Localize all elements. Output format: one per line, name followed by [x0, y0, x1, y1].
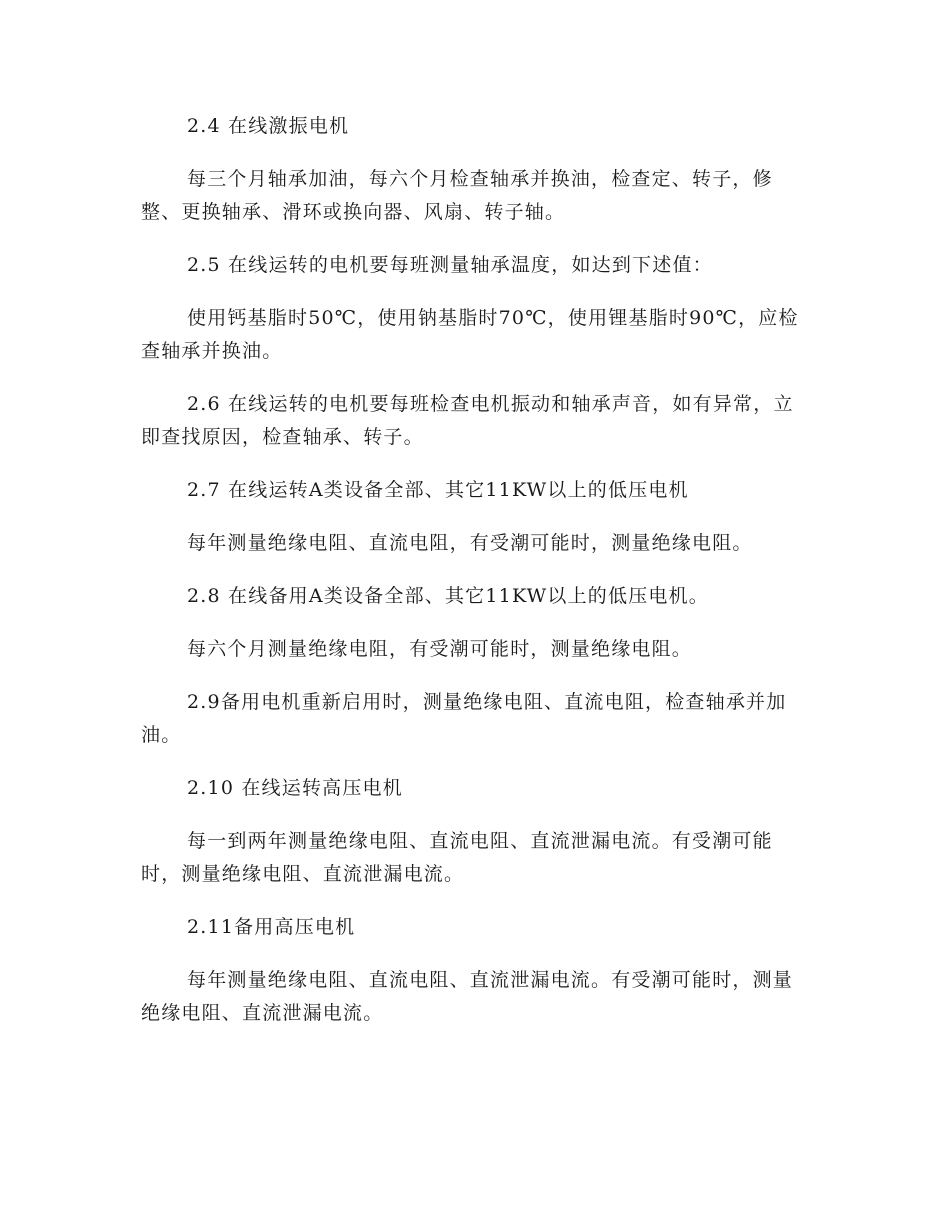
document-body [141, 110, 809, 1030]
paragraph-2-10-body: 每一到两年测量绝缘电阻、直流电阻、直流泄漏电流。有受潮可能时，测量绝缘电阻、直流泄漏电流。 [141, 830, 773, 885]
section-heading-2-7: 2.7 在线运转A类设备全部、其它11KW以上的低压电机 [187, 479, 689, 501]
paragraph-2-11-body: 每年测量绝缘电阻、直流电阻、直流泄漏电流。有受潮可能时，测量绝缘电阻、直流泄漏电流。 [141, 969, 794, 1024]
section-heading-2-6: 2.6 在线运转的电机要每班检查电机振动和轴承声音，如有异常，立即查找原因，检查轴承、转子。 [141, 393, 794, 448]
section-heading-2-8: 2.8 在线备用A类设备全部、其它11KW以上的低压电机。 [187, 585, 710, 607]
section-heading-2-11: 2.11备用高压电机 [187, 916, 356, 938]
section-heading-2-5: 2.5 在线运转的电机要每班测量轴承温度，如达到下述值： [187, 254, 713, 276]
section-heading-2-4: 2.4 在线激振电机 [187, 115, 350, 137]
section-heading-2-10: 2.10 在线运转高压电机 [187, 777, 403, 799]
paragraph-2-4-body: 每三个月轴承加油，每六个月检查轴承并换油，检查定、转子，修整、更换轴承、滑环或换向器、风扇、转子轴。 [141, 168, 773, 223]
paragraph-2-7-body: 每年测量绝缘电阻、直流电阻，有受潮可能时，测量绝缘电阻。 [187, 532, 753, 554]
paragraph-2-5-body: 使用钙基脂时50℃，使用钠基脂时70℃，使用锂基脂时90℃，应检查轴承并换油。 [141, 307, 799, 362]
section-heading-2-9: 2.9备用电机重新启用时，测量绝缘电阻、直流电阻，检查轴承并加油。 [141, 691, 787, 746]
paragraph-2-8-body: 每六个月测量绝缘电阻，有受潮可能时，测量绝缘电阻。 [187, 638, 693, 660]
